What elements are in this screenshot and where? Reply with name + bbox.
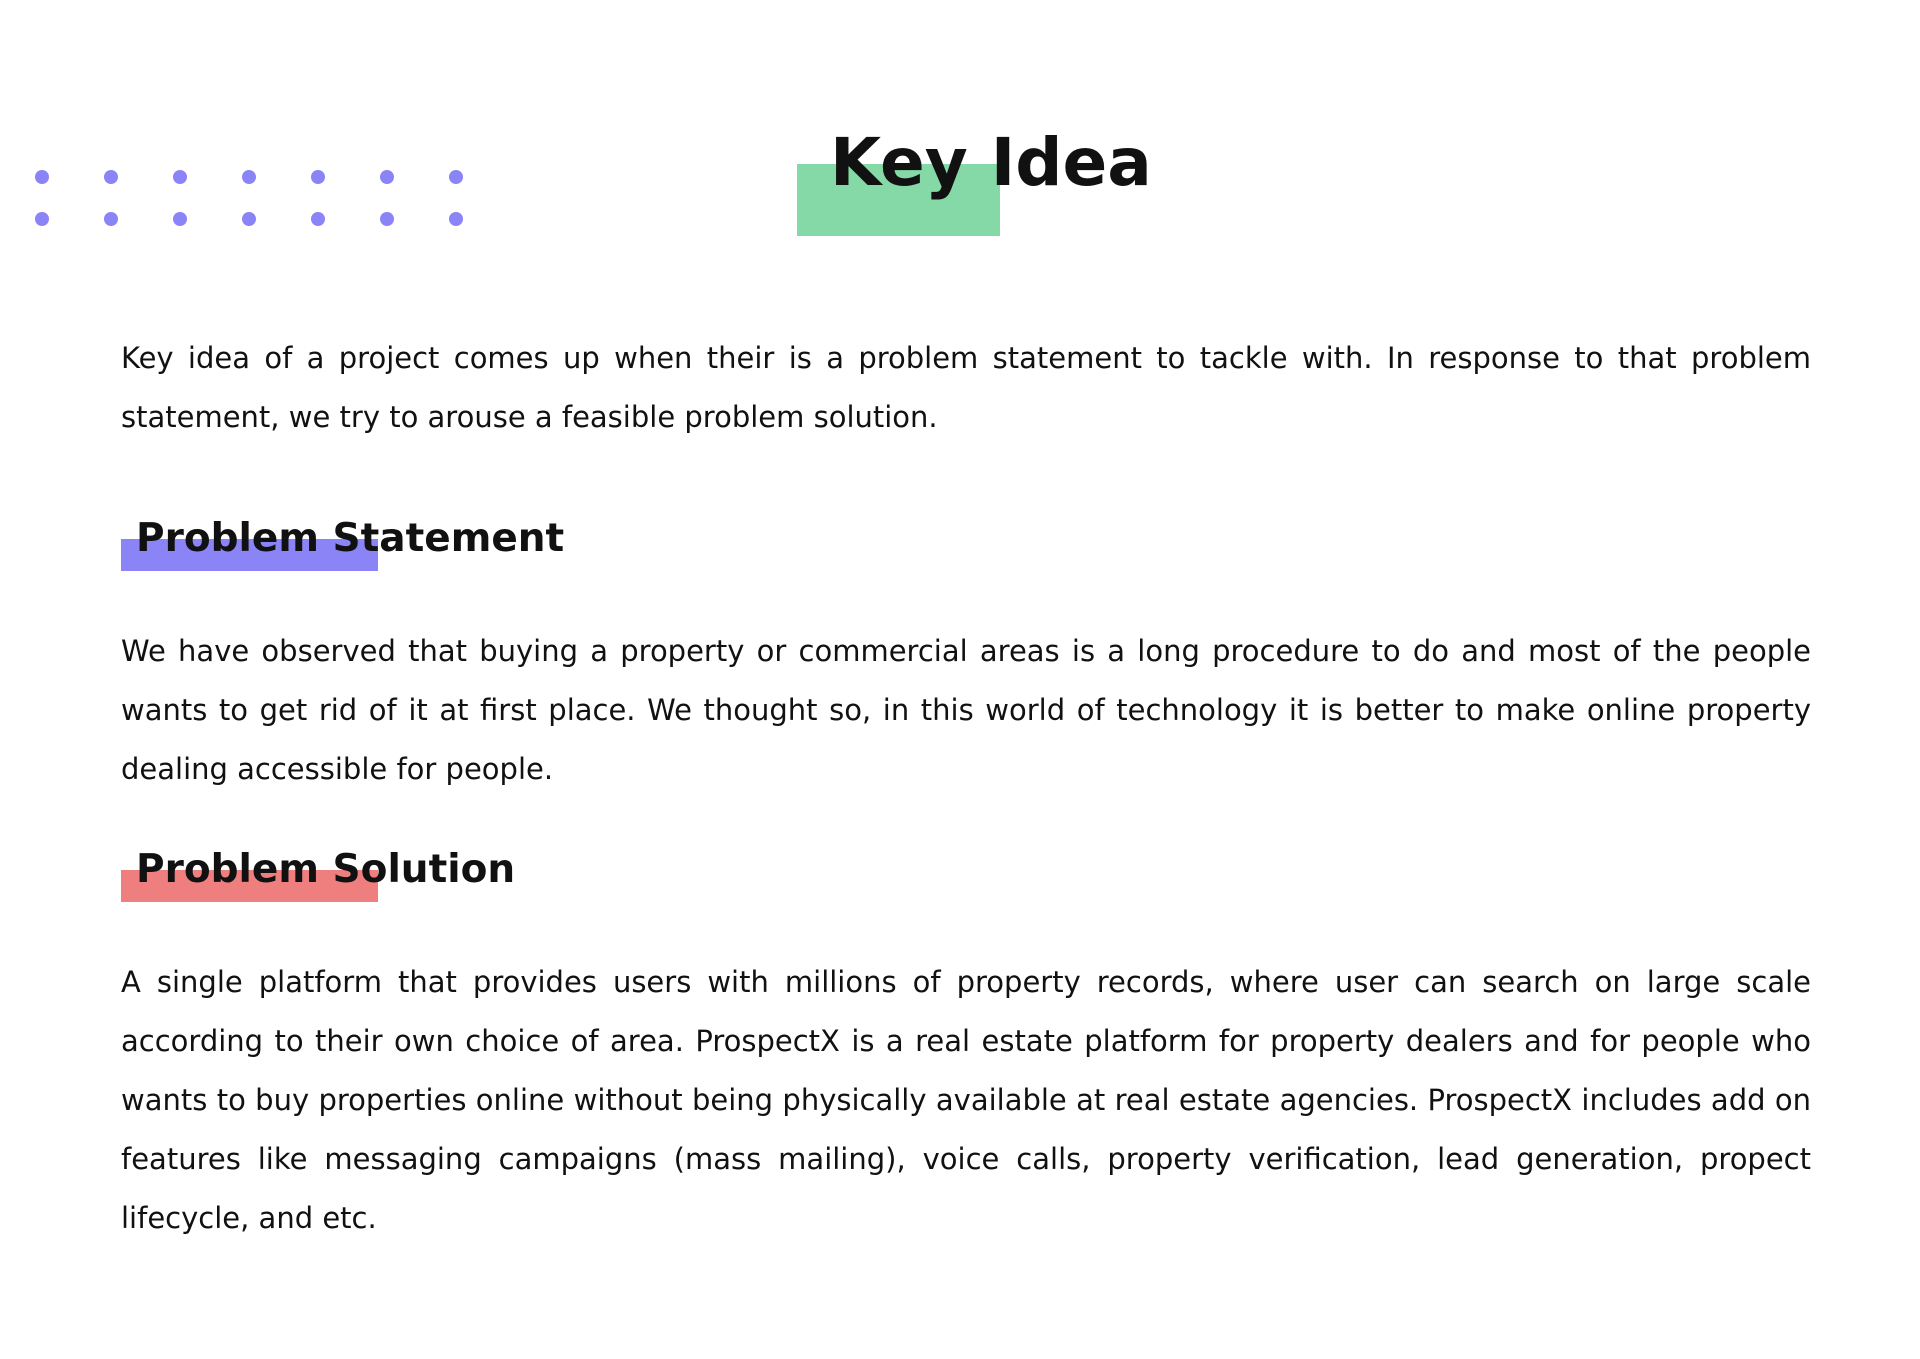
problem-statement-body: We have observed that buying a property or commercial areas is a long procedure to do and most of the people wants to get rid of it at first place. We thought so, in this world of technology it is better to make online property dealing accessible for people. [121,634,1811,786]
problem-statement-heading-wrap [121,514,1021,574]
problem-solution-body: A single platform that provides users with millions of property records, where user can search on large scale according to their own choice of area. ProspectX is a real estate platform for property dealers and for people who wants to buy properties online without being physically available at real estate agencies. ProspectX includes add on features like messaging campaigns (mass mailing), voice calls, property verification, lead generation, propect lifecycle, and etc. [121,965,1811,1235]
page-title: Key Idea [830,124,1152,201]
intro-paragraph: Key idea of a project comes up when their is a problem statement to tackle with. In response to that problem statement, we try to arouse a feasible problem solution. [121,341,1811,434]
problem-solution-heading: Problem Solution [136,847,516,892]
problem-solution-heading-wrap [121,845,1021,905]
problem-statement-heading: Problem Statement [136,516,565,561]
page-header [0,118,1920,248]
